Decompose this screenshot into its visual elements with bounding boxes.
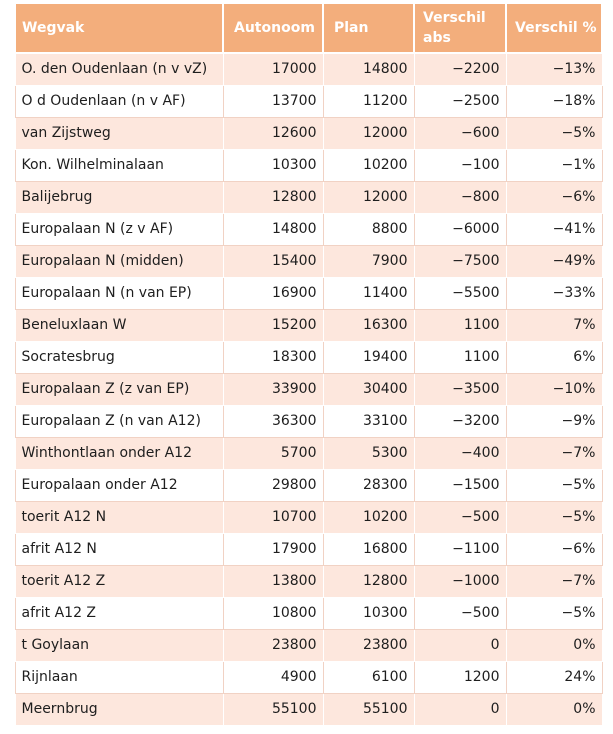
cell-verschil-abs: −600	[414, 117, 506, 149]
table-row	[15, 629, 602, 661]
cell-verschil-pct: −41%	[506, 213, 602, 245]
cell-verschil-pct: 6%	[506, 341, 602, 373]
cell-verschil-pct: −10%	[506, 373, 602, 405]
table-body	[15, 53, 602, 725]
cell-verschil-abs: −500	[414, 597, 506, 629]
cell-autonoom: 14800	[223, 213, 323, 245]
cell-plan: 8800	[323, 213, 414, 245]
cell-verschil-abs: −3500	[414, 373, 506, 405]
cell-verschil-pct: 24%	[506, 661, 602, 693]
cell-plan: 10200	[323, 501, 414, 533]
cell-plan: 11400	[323, 277, 414, 309]
cell-wegvak: Rijnlaan	[15, 661, 223, 693]
cell-autonoom: 16900	[223, 277, 323, 309]
cell-autonoom: 12800	[223, 181, 323, 213]
cell-plan: 28300	[323, 469, 414, 501]
cell-autonoom: 36300	[223, 405, 323, 437]
table-row	[15, 149, 602, 181]
table-row	[15, 597, 602, 629]
cell-verschil-pct: −49%	[506, 245, 602, 277]
cell-plan: 23800	[323, 629, 414, 661]
table-row	[15, 533, 602, 565]
table-row	[15, 501, 602, 533]
cell-verschil-abs: −500	[414, 501, 506, 533]
cell-verschil-pct: 0%	[506, 693, 602, 725]
cell-autonoom: 23800	[223, 629, 323, 661]
cell-verschil-pct: −5%	[506, 597, 602, 629]
cell-autonoom: 17000	[223, 53, 323, 85]
cell-wegvak: O d Oudenlaan (n v AF)	[15, 85, 223, 117]
cell-wegvak: Europalaan N (n van EP)	[15, 277, 223, 309]
header-verschil-abs: Verschil abs	[414, 3, 506, 53]
cell-autonoom: 10800	[223, 597, 323, 629]
cell-autonoom: 55100	[223, 693, 323, 725]
table-row	[15, 245, 602, 277]
cell-plan: 19400	[323, 341, 414, 373]
cell-plan: 10200	[323, 149, 414, 181]
cell-wegvak: Europalaan onder A12	[15, 469, 223, 501]
cell-verschil-abs: 0	[414, 693, 506, 725]
cell-plan: 30400	[323, 373, 414, 405]
cell-wegvak: Socratesbrug	[15, 341, 223, 373]
cell-verschil-pct: −5%	[506, 469, 602, 501]
cell-wegvak: afrit A12 N	[15, 533, 223, 565]
cell-plan: 12000	[323, 181, 414, 213]
cell-plan: 55100	[323, 693, 414, 725]
cell-verschil-abs: −400	[414, 437, 506, 469]
cell-autonoom: 33900	[223, 373, 323, 405]
cell-verschil-abs: −3200	[414, 405, 506, 437]
table-row	[15, 565, 602, 597]
cell-autonoom: 10300	[223, 149, 323, 181]
header-wegvak: Wegvak	[15, 3, 223, 53]
cell-wegvak: afrit A12 Z	[15, 597, 223, 629]
cell-verschil-abs: −1500	[414, 469, 506, 501]
cell-wegvak: Europalaan N (midden)	[15, 245, 223, 277]
cell-verschil-abs: −800	[414, 181, 506, 213]
header-verschil-pct: Verschil %	[506, 3, 602, 53]
traffic-comparison-table	[14, 2, 603, 726]
cell-verschil-abs: 1100	[414, 341, 506, 373]
cell-verschil-pct: −6%	[506, 533, 602, 565]
cell-verschil-abs: −1100	[414, 533, 506, 565]
table-row	[15, 693, 602, 725]
cell-wegvak: t Goylaan	[15, 629, 223, 661]
table-row	[15, 661, 602, 693]
cell-verschil-abs: −7500	[414, 245, 506, 277]
cell-wegvak: Europalaan N (z v AF)	[15, 213, 223, 245]
cell-verschil-pct: −5%	[506, 117, 602, 149]
cell-wegvak: Europalaan Z (z van EP)	[15, 373, 223, 405]
cell-plan: 16300	[323, 309, 414, 341]
table-row	[15, 117, 602, 149]
cell-verschil-abs: 1200	[414, 661, 506, 693]
cell-wegvak: Kon. Wilhelminalaan	[15, 149, 223, 181]
cell-verschil-abs: −2200	[414, 53, 506, 85]
cell-autonoom: 13700	[223, 85, 323, 117]
cell-plan: 7900	[323, 245, 414, 277]
cell-verschil-abs: −5500	[414, 277, 506, 309]
cell-verschil-abs: −1000	[414, 565, 506, 597]
table-header	[15, 3, 602, 53]
cell-plan: 6100	[323, 661, 414, 693]
cell-verschil-pct: −1%	[506, 149, 602, 181]
cell-verschil-pct: −7%	[506, 437, 602, 469]
table-row	[15, 85, 602, 117]
cell-autonoom: 15200	[223, 309, 323, 341]
cell-plan: 33100	[323, 405, 414, 437]
cell-verschil-pct: −9%	[506, 405, 602, 437]
cell-verschil-abs: 1100	[414, 309, 506, 341]
cell-wegvak: toerit A12 Z	[15, 565, 223, 597]
header-autonoom: Autonoom	[223, 3, 323, 53]
cell-wegvak: Beneluxlaan W	[15, 309, 223, 341]
cell-autonoom: 15400	[223, 245, 323, 277]
table-row	[15, 469, 602, 501]
table-row	[15, 309, 602, 341]
table-row	[15, 341, 602, 373]
cell-wegvak: O. den Oudenlaan (n v vZ)	[15, 53, 223, 85]
header-plan: Plan	[323, 3, 414, 53]
cell-wegvak: van Zijstweg	[15, 117, 223, 149]
table-row	[15, 181, 602, 213]
cell-autonoom: 12600	[223, 117, 323, 149]
header-row	[15, 3, 602, 53]
cell-wegvak: Meernbrug	[15, 693, 223, 725]
cell-autonoom: 10700	[223, 501, 323, 533]
cell-autonoom: 13800	[223, 565, 323, 597]
cell-autonoom: 4900	[223, 661, 323, 693]
cell-verschil-pct: 7%	[506, 309, 602, 341]
cell-plan: 10300	[323, 597, 414, 629]
cell-verschil-pct: −5%	[506, 501, 602, 533]
cell-wegvak: Balijebrug	[15, 181, 223, 213]
cell-wegvak: Europalaan Z (n van A12)	[15, 405, 223, 437]
cell-plan: 14800	[323, 53, 414, 85]
table-row	[15, 213, 602, 245]
cell-plan: 12800	[323, 565, 414, 597]
cell-autonoom: 29800	[223, 469, 323, 501]
cell-verschil-pct: −13%	[506, 53, 602, 85]
cell-verschil-abs: −6000	[414, 213, 506, 245]
cell-autonoom: 17900	[223, 533, 323, 565]
cell-autonoom: 5700	[223, 437, 323, 469]
table-row	[15, 53, 602, 85]
cell-plan: 5300	[323, 437, 414, 469]
cell-plan: 11200	[323, 85, 414, 117]
cell-verschil-pct: −18%	[506, 85, 602, 117]
cell-wegvak: Winthontlaan onder A12	[15, 437, 223, 469]
table-row	[15, 373, 602, 405]
cell-verschil-pct: −7%	[506, 565, 602, 597]
cell-wegvak: toerit A12 N	[15, 501, 223, 533]
cell-verschil-abs: −2500	[414, 85, 506, 117]
cell-verschil-pct: 0%	[506, 629, 602, 661]
cell-autonoom: 18300	[223, 341, 323, 373]
cell-verschil-pct: −6%	[506, 181, 602, 213]
cell-verschil-abs: −100	[414, 149, 506, 181]
cell-verschil-pct: −33%	[506, 277, 602, 309]
table-row	[15, 405, 602, 437]
table-row	[15, 437, 602, 469]
table-row	[15, 277, 602, 309]
cell-plan: 16800	[323, 533, 414, 565]
cell-plan: 12000	[323, 117, 414, 149]
cell-verschil-abs: 0	[414, 629, 506, 661]
